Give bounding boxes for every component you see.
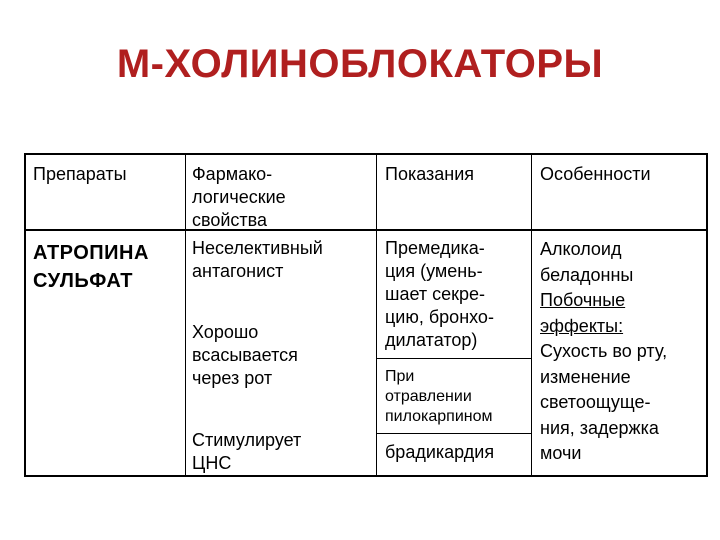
header-pharmacology-line: свойства bbox=[192, 210, 268, 230]
drug-name-line: АТРОПИНА bbox=[33, 242, 149, 264]
feature-line: беладонны bbox=[540, 264, 634, 285]
pharm-line: антагонист bbox=[192, 261, 284, 281]
header-pharmacology bbox=[192, 163, 286, 232]
pharm-item-cns bbox=[192, 429, 301, 475]
column-divider bbox=[185, 153, 186, 477]
indication-line: отравлении bbox=[385, 388, 472, 405]
header-indications: Показания bbox=[385, 164, 475, 184]
header-pharmacology-line: Фармако- bbox=[192, 164, 273, 184]
pharm-line: Стимулирует bbox=[192, 430, 302, 450]
pharm-line: через рот bbox=[192, 368, 273, 388]
table-border-top bbox=[24, 153, 708, 155]
indication-premedication bbox=[385, 237, 494, 352]
indication-bradycardia bbox=[385, 441, 494, 464]
indications-divider bbox=[376, 358, 531, 359]
pharm-line: ЦНС bbox=[192, 453, 232, 473]
indication-line: шает секре- bbox=[385, 284, 486, 304]
indication-line: ция (умень- bbox=[385, 261, 483, 281]
feature-line: ния, задержка bbox=[540, 417, 659, 438]
indication-line: При bbox=[385, 368, 415, 385]
drug-name-line: СУЛЬФАТ bbox=[33, 270, 134, 292]
indication-line: брадикардия bbox=[385, 442, 495, 462]
feature-line: изменение bbox=[540, 366, 631, 387]
slide-title: М-ХОЛИНОБЛОКАТОРЫ bbox=[116, 42, 604, 86]
indication-line: дилататор) bbox=[385, 330, 478, 350]
feature-line-side-effects: Побочные bbox=[540, 290, 626, 310]
indication-poisoning bbox=[385, 367, 493, 427]
pharm-line: Хорошо bbox=[192, 322, 259, 342]
indications-divider bbox=[376, 433, 531, 434]
pharm-line: всасывается bbox=[192, 345, 298, 365]
pharm-line: Неселективный bbox=[192, 238, 323, 258]
column-divider bbox=[531, 153, 532, 477]
feature-line-side-effects: эффекты: bbox=[540, 315, 624, 336]
pharm-item-absorption bbox=[192, 321, 298, 390]
feature-line: светоощуще- bbox=[540, 392, 651, 412]
column-divider bbox=[376, 153, 377, 477]
table-border-bottom bbox=[24, 475, 708, 477]
header-pharmacology-line: логические bbox=[192, 187, 286, 207]
indication-line: пилокарпином bbox=[385, 408, 493, 425]
table-border-right bbox=[706, 153, 708, 477]
indication-line: цию, бронхо- bbox=[385, 307, 494, 327]
indication-line: Премедика- bbox=[385, 238, 485, 258]
feature-line: Сухость во рту, bbox=[540, 341, 668, 361]
feature-line: Алколоид bbox=[540, 239, 622, 259]
header-drugs: Препараты bbox=[33, 164, 127, 184]
feature-line: мочи bbox=[540, 443, 582, 463]
drug-name bbox=[33, 239, 149, 295]
table-border-left bbox=[24, 153, 26, 477]
pharm-item-antagonist bbox=[192, 237, 323, 283]
drug-table bbox=[24, 153, 708, 477]
header-features: Особенности bbox=[540, 164, 651, 184]
features-text bbox=[540, 237, 667, 467]
header-divider bbox=[24, 229, 708, 231]
